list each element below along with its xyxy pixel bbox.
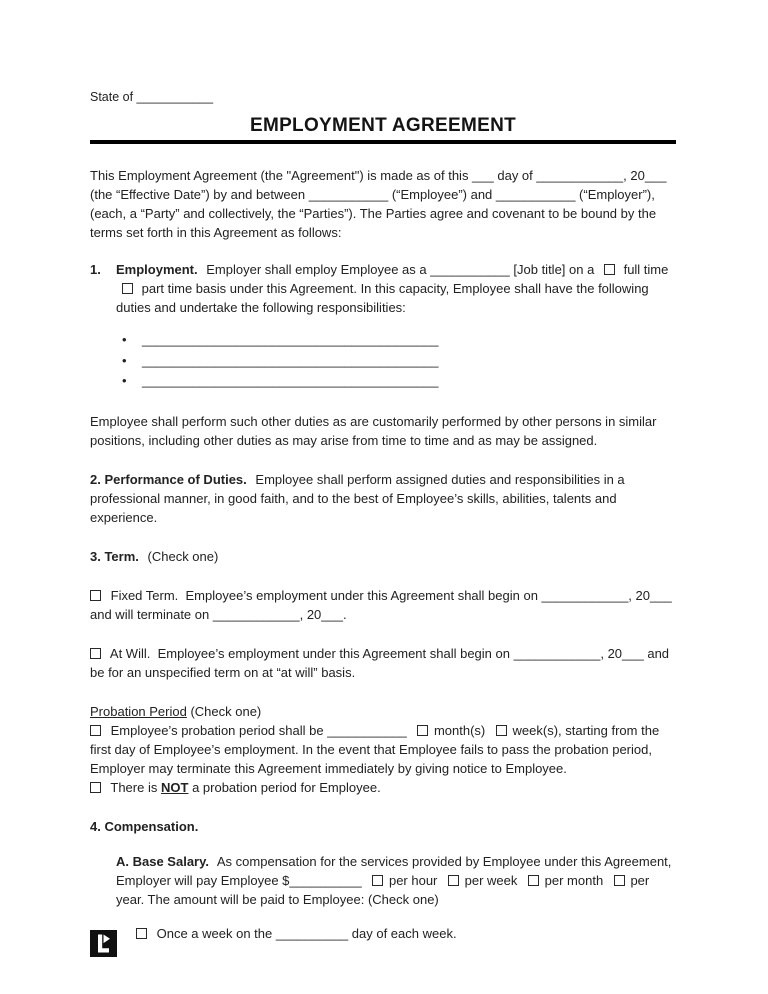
at-will-option <box>90 644 676 682</box>
checkbox-per-week[interactable] <box>448 875 459 886</box>
legal-templates-logo <box>90 930 117 957</box>
probation-duration-text: Employee’s probation period shall be ___________ <box>110 722 407 738</box>
checkbox-fixed-term[interactable] <box>90 590 101 601</box>
checkbox-part-time[interactable] <box>122 283 133 294</box>
performance-label: 2. Performance of Duties. <box>90 471 247 487</box>
probation-check-one: (Check one) <box>186 703 262 719</box>
base-salary-label: A. Base Salary. <box>116 853 209 869</box>
checkbox-weeks[interactable] <box>496 725 507 736</box>
full-time-label: full time <box>623 262 669 277</box>
bullet-icon: • <box>122 373 127 388</box>
base-salary-text: As compensation for the services provided by Employee under this Agreement, Employer will pay Employee $__________ <box>116 853 672 888</box>
at-will-text: At Will. Employee’s employment under this Agreement shall begin on ____________, 20___ and be for an unspecified term on at “at will” basis. <box>90 645 670 680</box>
section-employment-body <box>116 260 676 317</box>
employment-text: Employer shall employ Employee as a ___________ [Job title] on a <box>206 262 595 277</box>
term-label: 3. Term. <box>90 548 139 564</box>
title-underline-rule <box>90 140 676 144</box>
not-emphasis: NOT <box>160 779 189 795</box>
duty-blank-line: _________________________________________ <box>142 352 439 368</box>
list-item <box>122 351 676 372</box>
checkbox-per-hour[interactable] <box>372 875 383 886</box>
months-label: month(s) <box>433 722 486 738</box>
other-duties-paragraph: Employee shall perform such other duties as are customarily performed by other persons in similar positions, including other duties as may arise from time to time and as may be assigned. <box>90 413 657 448</box>
checkbox-probation-period[interactable] <box>90 725 101 736</box>
term-check-one: (Check one) <box>147 548 219 564</box>
probation-option-duration <box>90 721 676 778</box>
per-hour-label: per hour <box>388 872 438 888</box>
performance-text: Employee shall perform assigned duties and responsibilities in a professional manner, in good faith, and to the best of Employee’s skills, abilities, talents and experience. <box>90 471 625 525</box>
checkbox-per-year[interactable] <box>614 875 625 886</box>
probation-heading-line <box>90 702 676 721</box>
fixed-term-text: Fixed Term. Employee’s employment under this Agreement shall begin on ____________, 20___ and will terminate on ____________, 20___. <box>90 587 672 622</box>
probation-option-none <box>90 778 676 797</box>
once-week-text: Once a week on the __________ day of each week. <box>156 925 457 941</box>
duty-blank-line: _________________________________________ <box>142 332 439 347</box>
once-week-option <box>136 924 676 943</box>
weeks-label: week(s), starting from the first day of Employee’s employment. In the event that Employee fails to pass the probation period, Employer may terminate this Agreement immediately by giving notice to Employee. <box>90 722 660 776</box>
bullet-icon: • <box>122 352 127 368</box>
checkbox-once-a-week[interactable] <box>136 928 147 939</box>
duties-blank-list <box>90 330 676 392</box>
per-week-label: per week <box>464 872 518 888</box>
checkbox-months[interactable] <box>417 725 428 736</box>
logo-icon <box>90 930 117 957</box>
per-year-label: per year. The amount will be paid to Employee: (Check one) <box>116 872 650 907</box>
probation-section <box>90 702 676 797</box>
checkbox-full-time[interactable] <box>604 264 615 275</box>
section-performance <box>90 470 676 527</box>
part-time-label: part time basis under this Agreement. In this capacity, Employee shall have the following duties and undertake the following responsibilities: <box>116 281 649 315</box>
list-item <box>122 330 676 351</box>
probation-heading: Probation Period <box>90 703 187 719</box>
section-employment-number: 1. <box>90 262 101 277</box>
checkbox-at-will[interactable] <box>90 648 101 659</box>
duty-blank-line: _________________________________________ <box>142 373 439 388</box>
no-probation-text-a: There is <box>110 779 158 795</box>
state-of-line: State of ___________ <box>90 90 214 104</box>
list-item <box>122 371 676 392</box>
section-employment <box>90 260 676 317</box>
document-title: EMPLOYMENT AGREEMENT <box>249 115 517 136</box>
base-salary-paragraph <box>116 852 676 909</box>
section-term <box>90 547 676 566</box>
no-probation-text-b: a probation period for Employee. <box>192 779 381 795</box>
checkbox-no-probation[interactable] <box>90 782 101 793</box>
section-compensation-label: 4. Compensation. <box>90 818 199 834</box>
section-employment-label: Employment. <box>116 262 198 277</box>
fixed-term-option <box>90 586 676 624</box>
checkbox-per-month[interactable] <box>528 875 539 886</box>
per-month-label: per month <box>544 872 604 888</box>
bullet-icon: • <box>122 332 127 347</box>
intro-paragraph: This Employment Agreement (the "Agreement") is made as of this ___ day of ____________, 20___ (the “Effective Date”) by and between ___________ (“Employee”) and ___________ (“Employer”), (each, a “Party” and collectively, the “Parties”). The Parties agree and covenant to be bound by the terms set forth in this Agreement as follows: <box>90 168 667 240</box>
